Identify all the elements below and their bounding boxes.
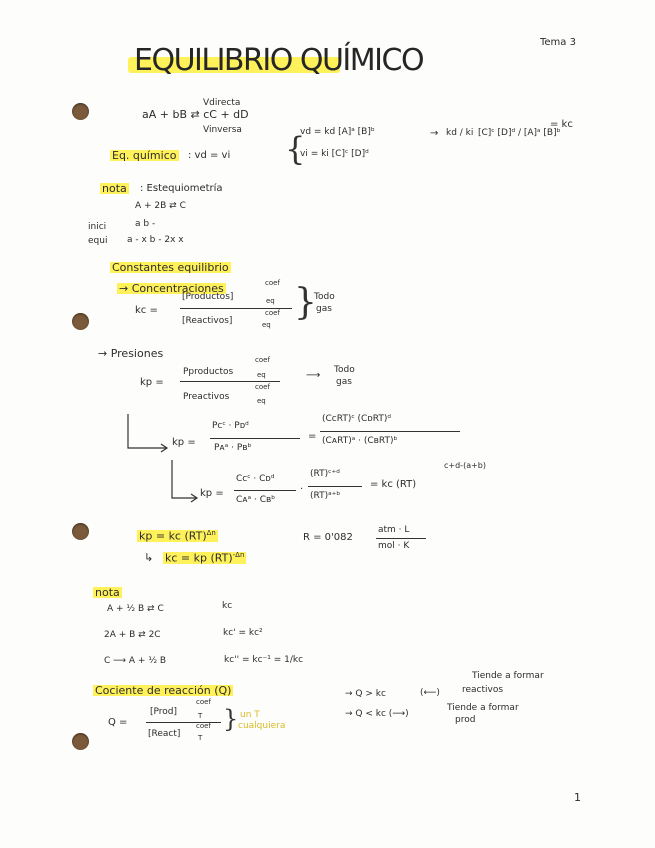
q-note-t: un T — [240, 710, 260, 720]
kc-note-todo: Todo — [314, 292, 335, 302]
kp2-equals: = — [308, 431, 317, 442]
kp2-fraction-line — [210, 438, 300, 439]
q-denominator: [React] — [148, 729, 181, 739]
q-lhs: Q = — [108, 717, 128, 728]
kc-denominator: [Reactivos] — [182, 316, 233, 326]
rule-q-greater-text-2: reactivos — [462, 685, 504, 695]
kc-num-sup: coef — [265, 279, 280, 287]
rule-q-greater: → Q > kc — [345, 689, 386, 699]
reaction-equation: aA + bB ⇄ cC + dD — [142, 108, 249, 121]
kp-note-arrow: ⟶ — [306, 370, 321, 381]
q-num-sub: T — [198, 712, 203, 720]
kp-note-gas: gas — [336, 377, 352, 387]
kp2-lhs: kp = — [172, 437, 196, 448]
kp-den-sup: coef — [255, 383, 270, 391]
q-note-brace: } — [223, 705, 239, 733]
kc-brace: } — [294, 282, 317, 323]
kp2-denominator-2: (CᴀRT)ᵃ · (CʙRT)ᵇ — [322, 436, 398, 446]
kp3-mid-numerator: (RT)ᶜ⁺ᵈ — [310, 469, 340, 479]
topic-label: Tema 3 — [540, 37, 576, 48]
kp3-result: = kc (RT) — [370, 479, 417, 490]
eq-condition: : vd = vi — [188, 150, 231, 161]
kp3-mid-denominator: (RT)ᵃ⁺ᵇ — [310, 491, 341, 501]
nota2-k-2: kc' = kc² — [223, 628, 263, 638]
r-units-denominator: mol · K — [378, 541, 410, 551]
kc-kp-exponent: -Δn — [232, 551, 245, 559]
rule-q-greater-text-1: Tiende a formar — [472, 671, 544, 681]
constants-heading: Constantes equilibrio — [112, 261, 229, 274]
kc-num-sub: eq — [266, 297, 275, 305]
page-title: EQUILIBRIO QUÍMICO — [134, 43, 424, 78]
inici-label: inici — [88, 222, 107, 232]
page-number: 1 — [574, 791, 581, 804]
r-units-numerator: atm · L — [378, 525, 410, 535]
kc-den-sub: eq — [262, 321, 271, 329]
nota2-reaction-1: A + ½ B ⇄ C — [107, 604, 164, 614]
kc-note-gas: gas — [316, 304, 332, 314]
kp-kc-relation — [137, 530, 218, 542]
kd-ki-ratio: kd / ki — [446, 128, 474, 138]
velocity-brace: { — [285, 130, 306, 168]
rule-q-greater-arrow: (⟵) — [420, 688, 440, 698]
kp3-fraction-line — [234, 490, 296, 491]
vd-expression: vd = kd [A]ᵃ [B]ᵇ — [300, 127, 375, 137]
kc-numerator: [Productos] — [182, 292, 234, 302]
kp2-numerator-2: (CᴄRT)ᶜ (CᴅRT)ᵈ — [322, 414, 392, 424]
nota2-reaction-3: C ⟶ A + ½ B — [104, 656, 167, 666]
r-constant: R = 0'082 — [303, 532, 353, 543]
kp-kc-text: kp = kc (RT) — [139, 529, 207, 543]
equi-label: equi — [88, 236, 108, 246]
inici-values: a b - — [135, 219, 156, 229]
q-numerator: [Prod] — [150, 707, 178, 717]
nota2-k-3: kc'' = kc⁻¹ = 1/kc — [224, 655, 304, 665]
rule-q-less-text-1: Tiende a formar — [447, 703, 519, 713]
rule-q-less: → Q < kc (⟶) — [345, 709, 409, 719]
nota2-reaction-2: 2A + B ⇄ 2C — [104, 630, 161, 640]
stoich-reaction: A + 2B ⇄ C — [135, 201, 186, 211]
kp3-numerator: Cᴄᶜ · Cᴅᵈ — [236, 474, 275, 484]
kp2-fraction-line-2 — [320, 431, 460, 432]
kp-note-todo: Todo — [334, 365, 355, 375]
kc-lhs: kc = — [135, 305, 158, 316]
arrow-icon: → — [430, 128, 439, 139]
kp-denominator: Preactivos — [183, 392, 230, 402]
q-den-sub: T — [198, 734, 203, 742]
kp3-mid-fraction-line — [308, 486, 362, 487]
q-note-cualquiera: cualquiera — [238, 721, 286, 731]
kp-kc-exponent: Δn — [206, 529, 216, 537]
kp-num-sup: coef — [255, 356, 270, 364]
nota-stoichiometry: : Estequiometría — [140, 183, 223, 194]
eq-quimico-label: Eq. químico — [112, 149, 177, 162]
q-den-sup: coef — [196, 722, 211, 730]
kp3-lhs: kp = — [200, 488, 224, 499]
concentrations-heading: → Concentraciones — [119, 282, 224, 295]
kp-num-sub: eq — [257, 371, 266, 379]
kp3-dot: · — [300, 484, 304, 495]
nota2-k-1: kc — [222, 601, 233, 611]
q-num-sup: coef — [196, 698, 211, 706]
nota2-label: nota — [95, 586, 120, 599]
kc-result: = kc — [550, 119, 573, 130]
v-inverse-label: Vinversa — [203, 125, 242, 135]
kp2-numerator: Pᴄᶜ · Pᴅᵈ — [212, 421, 249, 431]
kc-kp-relation — [163, 552, 246, 564]
kp3-exponent: c+d-(a+b) — [444, 461, 486, 470]
v-direct-label: Vdirecta — [203, 98, 241, 108]
kp-lhs: kp = — [140, 377, 164, 388]
nota-label: nota — [102, 182, 127, 195]
kc-den-sup: coef — [265, 309, 280, 317]
kc-kp-prefix: ↳ — [144, 551, 154, 564]
kp-den-sub: eq — [257, 397, 266, 405]
kp3-denominator: Cᴀᵃ · Cʙᵇ — [236, 495, 276, 505]
pressures-heading: → Presiones — [98, 347, 164, 360]
kp2-denominator: Pᴀᵃ · Pʙᵇ — [214, 443, 252, 453]
vi-expression: vi = ki [C]ᶜ [D]ᵈ — [300, 149, 369, 159]
kp-numerator: Pproductos — [183, 367, 234, 377]
kc-kp-text: kc = kp (RT) — [165, 551, 233, 565]
quotient-heading: Cociente de reacción (Q) — [95, 684, 232, 697]
concentration-ratio: [C]ᶜ [D]ᵈ / [A]ᵃ [B]ᵇ — [478, 128, 561, 138]
rule-q-less-text-2: prod — [455, 715, 476, 725]
r-units-line — [376, 538, 426, 539]
equi-values: a - x b - 2x x — [127, 235, 184, 245]
